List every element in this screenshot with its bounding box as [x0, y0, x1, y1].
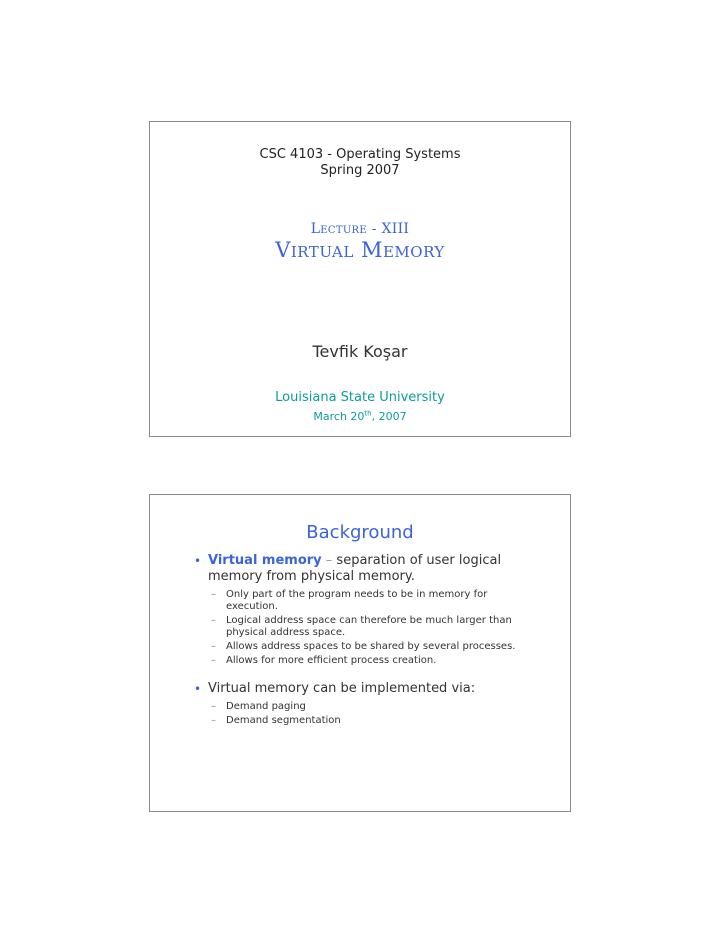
bullet-list — [194, 553, 534, 729]
bullet-text: separation of user logical memory from physical memory. — [208, 553, 502, 584]
sub-marker: – — [211, 615, 216, 626]
course-term: Spring 2007 — [320, 163, 400, 178]
slide-heading: Background — [306, 522, 414, 543]
slide-background — [149, 494, 571, 812]
course-name: CSC 4103 - Operating Systems — [259, 147, 461, 162]
bullet-item — [194, 553, 534, 667]
slide-title — [149, 121, 571, 437]
bullet-separator: – — [321, 553, 337, 568]
sub-text: Demand segmentation — [226, 715, 341, 726]
sub-item — [208, 655, 534, 667]
sub-item — [208, 641, 534, 653]
lecture-title: Virtual Memory — [275, 238, 445, 262]
sub-text: Logical address space can therefore be much larger than physical address space. — [226, 615, 512, 638]
university-name: Louisiana State University — [275, 390, 445, 405]
date-suffix: , 2007 — [371, 410, 407, 423]
sub-marker: – — [211, 589, 216, 600]
sub-marker: – — [211, 715, 216, 726]
bullet-item — [194, 681, 534, 727]
date-prefix: March 20 — [313, 410, 365, 423]
sub-text: Allows for more efficient process creation. — [226, 655, 437, 666]
sub-list — [208, 701, 534, 727]
bullet-highlight: Virtual memory — [208, 553, 322, 568]
sub-item — [208, 701, 534, 713]
bullet-text: Virtual memory can be implemented via: — [208, 681, 476, 696]
lecture-number: Lecture - XIII — [310, 221, 410, 237]
sub-item — [208, 715, 534, 727]
sub-text: Allows address spaces to be shared by several processes. — [226, 641, 516, 652]
sub-marker: – — [211, 655, 216, 666]
sub-text: Demand paging — [226, 701, 306, 712]
course-heading — [150, 147, 570, 179]
sub-item — [208, 589, 534, 613]
date-ordinal: th — [364, 409, 372, 418]
sub-list — [208, 589, 534, 667]
sub-marker: – — [211, 701, 216, 712]
sub-marker: – — [211, 641, 216, 652]
author-name: Tevfik Koşar — [312, 342, 408, 361]
sub-text: Only part of the program needs to be in memory for execution. — [226, 589, 488, 612]
lecture-date — [150, 410, 570, 423]
bullet-marker: • — [194, 682, 202, 696]
bullet-marker: • — [194, 554, 202, 568]
sub-item — [208, 615, 534, 639]
